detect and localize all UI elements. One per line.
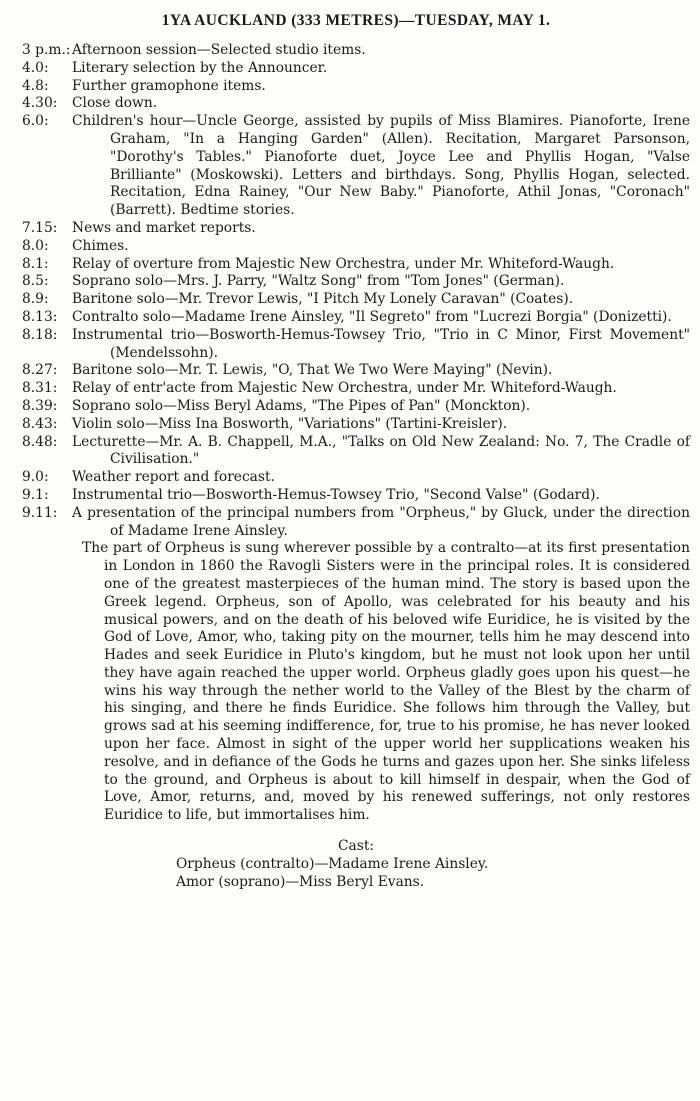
entry-text: Contralto solo—Madame Irene Ainsley, "Il Segreto" from "Lucrezi Borgia" (Donizetti). bbox=[72, 308, 672, 325]
entry-text: Soprano solo—Miss Beryl Adams, "The Pipes of Pan" (Monckton). bbox=[72, 397, 531, 414]
programme-entry bbox=[22, 42, 690, 60]
entry-time: 8.43: bbox=[22, 415, 58, 432]
programme-entry bbox=[22, 416, 690, 434]
entry-text: Baritone solo—Mr. T. Lewis, "O, That We Two Were Maying" (Nevin). bbox=[72, 362, 553, 379]
programme-entry bbox=[22, 95, 690, 113]
entry-text: Afternoon session—Selected studio items. bbox=[72, 42, 366, 58]
entry-time: 4.30: bbox=[22, 95, 58, 112]
entry-time: 4.0: bbox=[22, 59, 49, 76]
entry-time: 8.1: bbox=[22, 255, 49, 272]
orpheus-note: The part of Orpheus is sung wherever possible by a contralto—at its first presentation in London in 1860 the Ravogli Sisters were in the principal roles. It is considered one of the greatest masterpieces of the human mind. The story is based upon the Greek legend. Orpheus, son of Apollo, was celebrated for his beauty and his musical powers, and on the death of his beloved wife Euridice, he is visited by the God of Love, Amor, who, taking pity on the mourner, tells him he may descend into Hades and seek Euridice in Pluto's kingdom, but he must not look upon her until they have again reached the upper world. Orpheus gladly goes upon his quest—he wins his way through the nether world to the Valley of the Blest by the charm of his singing, and there he finds Euridice. She follows him through the Valley, but grows sad at his seeming indifference, for, true to his promise, he has never looked upon her face. Almost in sight of the upper world her supplications weaken his resolve, and in defiance of the Gods he turns and gazes upon her. She sinks lifeless to the ground, and Orpheus is about to kill himself in despair, when the God of Love, Amor, returns, and, moved by his renewed sufferings, not only restores Euridice to life, but immortalises him. bbox=[82, 540, 690, 824]
programme-entry bbox=[22, 256, 690, 274]
entry-time: 8.0: bbox=[22, 237, 49, 254]
entry-text: Weather report and forecast. bbox=[72, 469, 275, 486]
entry-time: 9.11: bbox=[22, 504, 58, 521]
entry-text: Literary selection by the Announcer. bbox=[72, 59, 328, 76]
programme-entry bbox=[22, 291, 690, 309]
entry-text: Baritone solo—Mr. Trevor Lewis, "I Pitch My Lonely Caravan" (Coates). bbox=[72, 291, 574, 308]
entry-time: 8.27: bbox=[22, 362, 58, 379]
entry-text: Instrumental trio—Bosworth-Hemus-Towsey Trio, "Trio in C Minor, First Movement" (Mendelssohn). bbox=[72, 326, 690, 361]
entry-time: 8.13: bbox=[22, 308, 58, 325]
entry-text: Children's hour—Uncle George, assisted by pupils of Miss Blamires. Pianoforte, Irene Graham, "In a Hanging Garden" (Allen). Recitation, Margaret Parsonson, "Dorothy's Tables." Pianoforte duet, Joyce Lee and Phyllis Hogan, "Valse Brilliante" (Moskowski). Letters and birthdays. Song, Phyllis Hogan, selected. Recitation, Edna Rainey, "Our New Baby." Pianoforte, Athil Jonas, "Coronach" (Barrett). Bedtime stories. bbox=[72, 113, 690, 219]
page-title: 1YA AUCKLAND (333 METRES)—TUESDAY, MAY 1. bbox=[161, 12, 551, 29]
programme-entry bbox=[22, 113, 690, 220]
entry-time: 8.5: bbox=[22, 273, 49, 290]
entry-time: 7.15: bbox=[22, 219, 58, 236]
entry-text: Close down. bbox=[72, 95, 158, 112]
entry-text: Lecturette—Mr. A. B. Chappell, M.A., "Talks on Old New Zealand: No. 7, The Cradle of Civilisation." bbox=[72, 433, 690, 468]
entry-time: 8.39: bbox=[22, 397, 58, 414]
entry-time: 8.31: bbox=[22, 380, 58, 397]
entry-time: 9.0: bbox=[22, 469, 49, 486]
programme-entry bbox=[22, 469, 690, 487]
entry-text: News and market reports. bbox=[72, 219, 256, 236]
programme-entry bbox=[22, 434, 690, 470]
programme-entry bbox=[22, 398, 690, 416]
entry-text: A presentation of the principal numbers from "Orpheus," by Gluck, under the direction of Madame Irene Ainsley. bbox=[72, 504, 690, 539]
programme-entry bbox=[22, 487, 690, 505]
programme-entry bbox=[22, 505, 690, 541]
cast-member: Orpheus (contralto)—Madame Irene Ainsley. bbox=[176, 856, 489, 873]
entry-time: 6.0: bbox=[22, 113, 49, 130]
programme-list bbox=[22, 42, 690, 540]
programme-entry bbox=[22, 309, 690, 327]
programme-entry bbox=[22, 60, 690, 78]
entry-time: 3 p.m.: bbox=[22, 42, 71, 58]
entry-text: Soprano solo—Mrs. J. Parry, "Waltz Song" from "Tom Jones" (German). bbox=[72, 273, 565, 290]
entry-time: 8.18: bbox=[22, 326, 58, 343]
programme-entry bbox=[22, 380, 690, 398]
entry-text: Violin solo—Miss Ina Bosworth, "Variations" (Tartini-Kreisler). bbox=[72, 415, 508, 432]
programme-entry bbox=[22, 273, 690, 291]
entry-text: Further gramophone items. bbox=[72, 77, 266, 94]
entry-text: Relay of overture from Majestic New Orchestra, under Mr. Whiteford-Waugh. bbox=[72, 255, 615, 272]
entry-text: Instrumental trio—Bosworth-Hemus-Towsey Trio, "Second Valse" (Godard). bbox=[72, 486, 600, 503]
programme-entry bbox=[22, 220, 690, 238]
programme-entry bbox=[22, 327, 690, 363]
entry-time: 4.8: bbox=[22, 77, 49, 94]
entry-time: 9.1: bbox=[22, 486, 49, 503]
entry-time: 8.9: bbox=[22, 291, 49, 308]
entry-time: 8.48: bbox=[22, 433, 58, 450]
cast-member: Amor (soprano)—Miss Beryl Evans. bbox=[176, 874, 425, 891]
programme-entry bbox=[22, 78, 690, 96]
entry-text: Relay of entr'acte from Majestic New Orchestra, under Mr. Whiteford-Waugh. bbox=[72, 380, 617, 397]
entry-text: Chimes. bbox=[72, 237, 129, 254]
cast-heading: Cast: bbox=[337, 838, 375, 855]
programme-entry bbox=[22, 238, 690, 256]
programme-entry bbox=[22, 362, 690, 380]
